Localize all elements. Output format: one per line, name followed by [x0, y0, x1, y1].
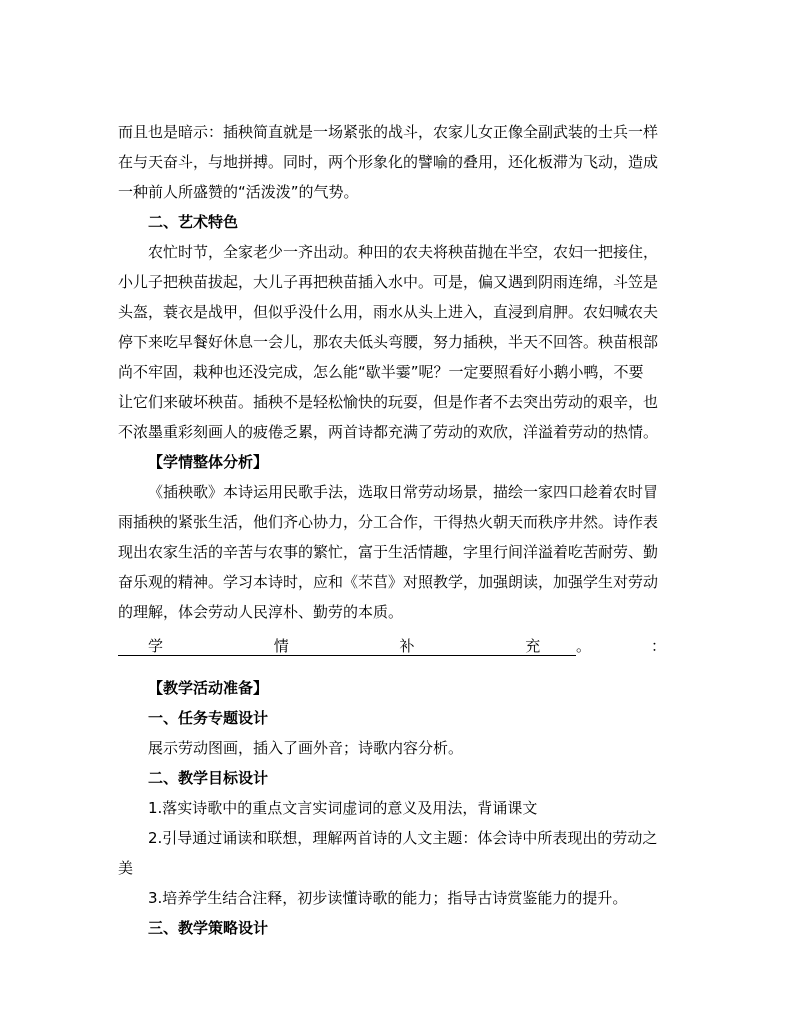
supplement-char: 学 — [148, 637, 164, 655]
paragraph-line: 头盔，蓑衣是战甲，但似乎没什么用，雨水从头上进入，直浸到肩胛。农妇喊农夫 — [118, 303, 659, 321]
goal-item-continuation: 美 — [118, 859, 134, 877]
paragraph-line: 尚不牢固，栽种也还没完成，怎么能“歇半霎”呢？一定要照看好小鹅小鸭，不要 — [118, 363, 644, 381]
section-heading-strategy: 三、教学策略设计 — [148, 919, 269, 937]
paragraph-line: 的理解，体会劳动人民淳朴、勤劳的本质。 — [118, 603, 404, 621]
goal-item: 1.落实诗歌中的重点文言实词虚词的意义及用法，背诵课文 — [148, 799, 538, 817]
supplement-end-mark: 。 — [576, 637, 592, 655]
supplement-char: 补 — [399, 637, 415, 655]
paragraph-line: 不浓墨重彩刻画人的疲倦乏累，两首诗都充满了劳动的欢欣，洋溢着劳动的热情。 — [118, 423, 659, 441]
section-heading-goal: 二、教学目标设计 — [148, 769, 269, 787]
paragraph-line: 《插秧歌》本诗运用民歌手法，选取日常劳动场景，描绘一家四口趁着农时冒 — [148, 483, 659, 501]
paragraph-line: 现出农家生活的辛苦与农事的繁忙，富于生活情趣，字里行间洋溢着吃苦耐劳、勤 — [118, 543, 659, 561]
supplement-char: 情 — [273, 637, 289, 655]
paragraph-line: 奋乐观的精神。学习本诗时，应和《芣苢》对照教学，加强朗读，加强学生对劳动 — [118, 573, 659, 591]
paragraph-line: 在与天奋斗，与地拼搏。同时，两个形象化的譬喻的叠用，还化板滞为飞动，造成 — [118, 153, 659, 171]
supplement-blank-line[interactable] — [118, 639, 576, 656]
supplement-char: 充 — [525, 637, 541, 655]
goal-item: 3.培养学生结合注释，初步读懂诗歌的能力；指导古诗赏鉴能力的提升。 — [148, 889, 628, 907]
paragraph-line: 雨插秧的紧张生活，他们齐心协力，分工合作，干得热火朝天而秩序井然。诗作表 — [118, 513, 659, 531]
paragraph-line: 而且也是暗示：插秧简直就是一场紧张的战斗，农家儿女正像全副武装的士兵一样 — [118, 123, 659, 141]
section-heading-art: 二、艺术特色 — [148, 213, 239, 231]
paragraph-line: 展示劳动图画，插入了画外音；诗歌内容分析。 — [148, 739, 464, 757]
supplement-blank-row — [118, 636, 591, 656]
section-heading-prep: 【教学活动准备】 — [148, 679, 269, 697]
supplement-char: ： — [650, 637, 666, 655]
paragraph-line: 农忙时节，全家老少一齐出动。种田的农夫将秧苗抛在半空，农妇一把接住， — [148, 243, 659, 261]
paragraph-line: 小儿子把秧苗拔起，大儿子再把秧苗插入水中。可是，偏又遇到阴雨连绵，斗笠是 — [118, 273, 659, 291]
paragraph-line: 让它们来破坏秧苗。插秧不是轻松愉快的玩耍，但是作者不去突出劳动的艰辛，也 — [118, 393, 659, 411]
section-heading-xueqing: 【学情整体分析】 — [148, 453, 269, 471]
goal-item: 2.引导通过诵读和联想，理解两首诗的人文主题：体会诗中所表现出的劳动之 — [148, 829, 658, 847]
section-heading-task: 一、任务专题设计 — [148, 709, 269, 727]
paragraph-line: 一种前人所盛赞的“活泼泼”的气势。 — [118, 183, 359, 201]
paragraph-line: 停下来吃早餐好休息一会儿，那农夫低头弯腰，努力插秧，半天不回答。秧苗根部 — [118, 333, 659, 351]
